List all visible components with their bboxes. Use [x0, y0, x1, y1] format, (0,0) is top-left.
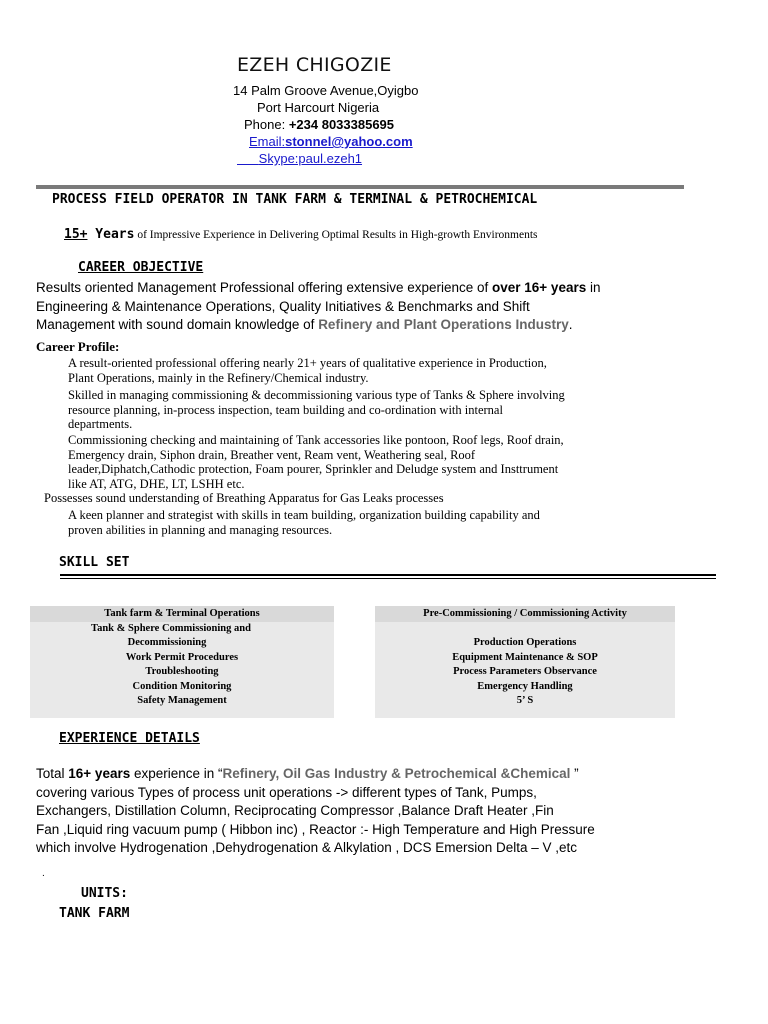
skill-item: Tank & Sphere Commissioning and	[91, 622, 251, 634]
experience-line-1c: ”	[570, 766, 579, 781]
profile-item-1-line: A result-oriented professional offering nearly 21+ years of qualitative experience in Production,	[68, 356, 547, 370]
profile-item-5-line: A keen planner and strategist with skills in team building, organization building capability and	[68, 508, 540, 522]
experience-heading: EXPERIENCE DETAILS	[59, 731, 200, 746]
skill-item: Pre-Commissioning / Commissioning Activity	[423, 608, 627, 619]
document-title: PROCESS FIELD OPERATOR IN TANK FARM & TERMINAL & PETROCHEMICAL	[52, 192, 538, 207]
experience-years: 16+ years	[68, 766, 131, 781]
objective-line-3b: .	[568, 317, 573, 332]
address-line-1: 14 Palm Groove Avenue,Oyigbo	[233, 83, 419, 98]
profile-item-2	[68, 388, 565, 432]
skill-item: Decommissioning	[127, 637, 207, 648]
skill-item: Tank farm & Terminal Operations	[104, 608, 260, 619]
objective-line-2: Engineering & Maintenance Operations, Quality Initiatives & Benchmarks and Shift	[36, 298, 530, 314]
skill-item: Emergency Handling	[477, 680, 573, 692]
profile-item-3-line: Commissioning checking and maintaining of Tank accessories like pontoon, Roof legs, Roof drain,	[68, 433, 564, 447]
profile-item-4-line: Possesses sound understanding of Breathing Apparatus for Gas Leaks processes	[44, 491, 444, 505]
skill-item: Troubleshooting	[145, 666, 219, 677]
experience-line-2: covering various Types of process unit operations -> different types of Tank, Pumps,	[36, 784, 537, 800]
skype-padding	[237, 151, 259, 166]
profile-item-4	[44, 491, 444, 506]
tagline-years: 15+	[64, 227, 88, 242]
email-address: stonnel@yahoo.com	[285, 134, 413, 149]
skill-item: Equipment Maintenance & SOP	[452, 651, 598, 663]
profile-item-3-line: like AT, ATG, DHE, LT, LSHH etc.	[68, 476, 245, 491]
email-link[interactable]	[249, 133, 413, 150]
career-objective-heading: CAREER OBJECTIVE	[78, 260, 204, 275]
tagline	[64, 227, 538, 242]
experience-line-5: which involve Hydrogenation ,Dehydrogenation & Alkylation , DCS Emersion Delta – V ,etc	[36, 840, 578, 855]
skill-item: Production Operations	[473, 637, 577, 648]
experience-line-4: Fan ,Liquid ring vacuum pump ( Hibbon inc) , Reactor :- High Temperature and High Pressure	[36, 821, 595, 837]
tagline-text: of Impressive Experience in Delivering Optimal Results in High-growth Environments	[134, 229, 538, 241]
objective-line-1a: Results oriented Management Professional offering extensive experience of	[36, 280, 493, 295]
experience-line-1b: experience in “	[130, 766, 223, 781]
profile-item-2-line: departments.	[68, 417, 133, 431]
address-line-2: Port Harcourt Nigeria	[257, 100, 380, 115]
skype-id: Skype:paul.ezeh1	[258, 151, 363, 166]
profile-item-1	[68, 356, 547, 385]
skill-item: 5’ S	[516, 695, 534, 706]
experience-text	[36, 765, 736, 858]
skill-item: Condition Monitoring	[132, 680, 232, 692]
header-divider	[36, 185, 684, 189]
units-tank-farm: TANK FARM	[59, 906, 130, 921]
objective-years: over 16+ years	[492, 280, 587, 295]
objective-industry: Refinery and Plant Operations Industry	[318, 317, 569, 332]
skill-set-heading: SKILL SET	[59, 555, 130, 570]
phone-number: +234 8033385695	[288, 117, 395, 132]
profile-item-3	[68, 433, 564, 491]
units-heading: UNITS:	[81, 886, 128, 901]
profile-item-2-line: Skilled in managing commissioning & decommissioning various type of Tanks & Sphere involving	[68, 388, 565, 402]
profile-item-5-line: proven abilities in planning and managing resources.	[68, 522, 333, 537]
experience-industry: Refinery, Oil Gas Industry & Petrochemical &Chemical	[222, 766, 571, 781]
profile-item-5	[68, 508, 540, 537]
phone-line	[244, 116, 394, 133]
skill-left-list	[30, 607, 334, 709]
phone-label: Phone:	[244, 117, 289, 132]
skill-set-divider	[60, 574, 716, 579]
profile-item-3-line: leader,Diphatch,Cathodic protection, Foam pourer, Sprinkler and Deludge system and Insttrument	[68, 462, 559, 476]
experience-line-1a: Total	[36, 766, 69, 781]
skill-item: Work Permit Procedures	[125, 651, 239, 663]
skype-link[interactable]	[237, 150, 362, 167]
objective-line-3a: Management with sound domain knowledge of	[36, 317, 319, 332]
skill-item: Safety Management	[137, 695, 227, 706]
stray-dot: .	[42, 868, 45, 879]
profile-item-2-line: resource planning, in-process inspection, team building and co-ordination with internal	[68, 402, 503, 417]
candidate-name: EZEH CHIGOZIE	[237, 54, 392, 76]
experience-line-3: Exchangers, Distillation Column, Reciprocating Compressor ,Balance Draft Heater ,Fin	[36, 803, 554, 818]
email-label: Email:	[249, 134, 286, 149]
skill-right-list	[375, 607, 675, 709]
tagline-years-word: Years	[87, 227, 135, 242]
objective-line-1b: in	[586, 280, 601, 295]
skill-item: Process Parameters Observance	[453, 666, 597, 677]
profile-item-1-line: Plant Operations, mainly in the Refinery/Chemical industry.	[68, 370, 369, 385]
profile-item-3-line: Emergency drain, Siphon drain, Breather vent, Ream vent, Weathering seal, Roof	[68, 447, 476, 462]
career-objective-text	[36, 279, 726, 335]
career-profile-heading: Career Profile:	[36, 339, 120, 354]
